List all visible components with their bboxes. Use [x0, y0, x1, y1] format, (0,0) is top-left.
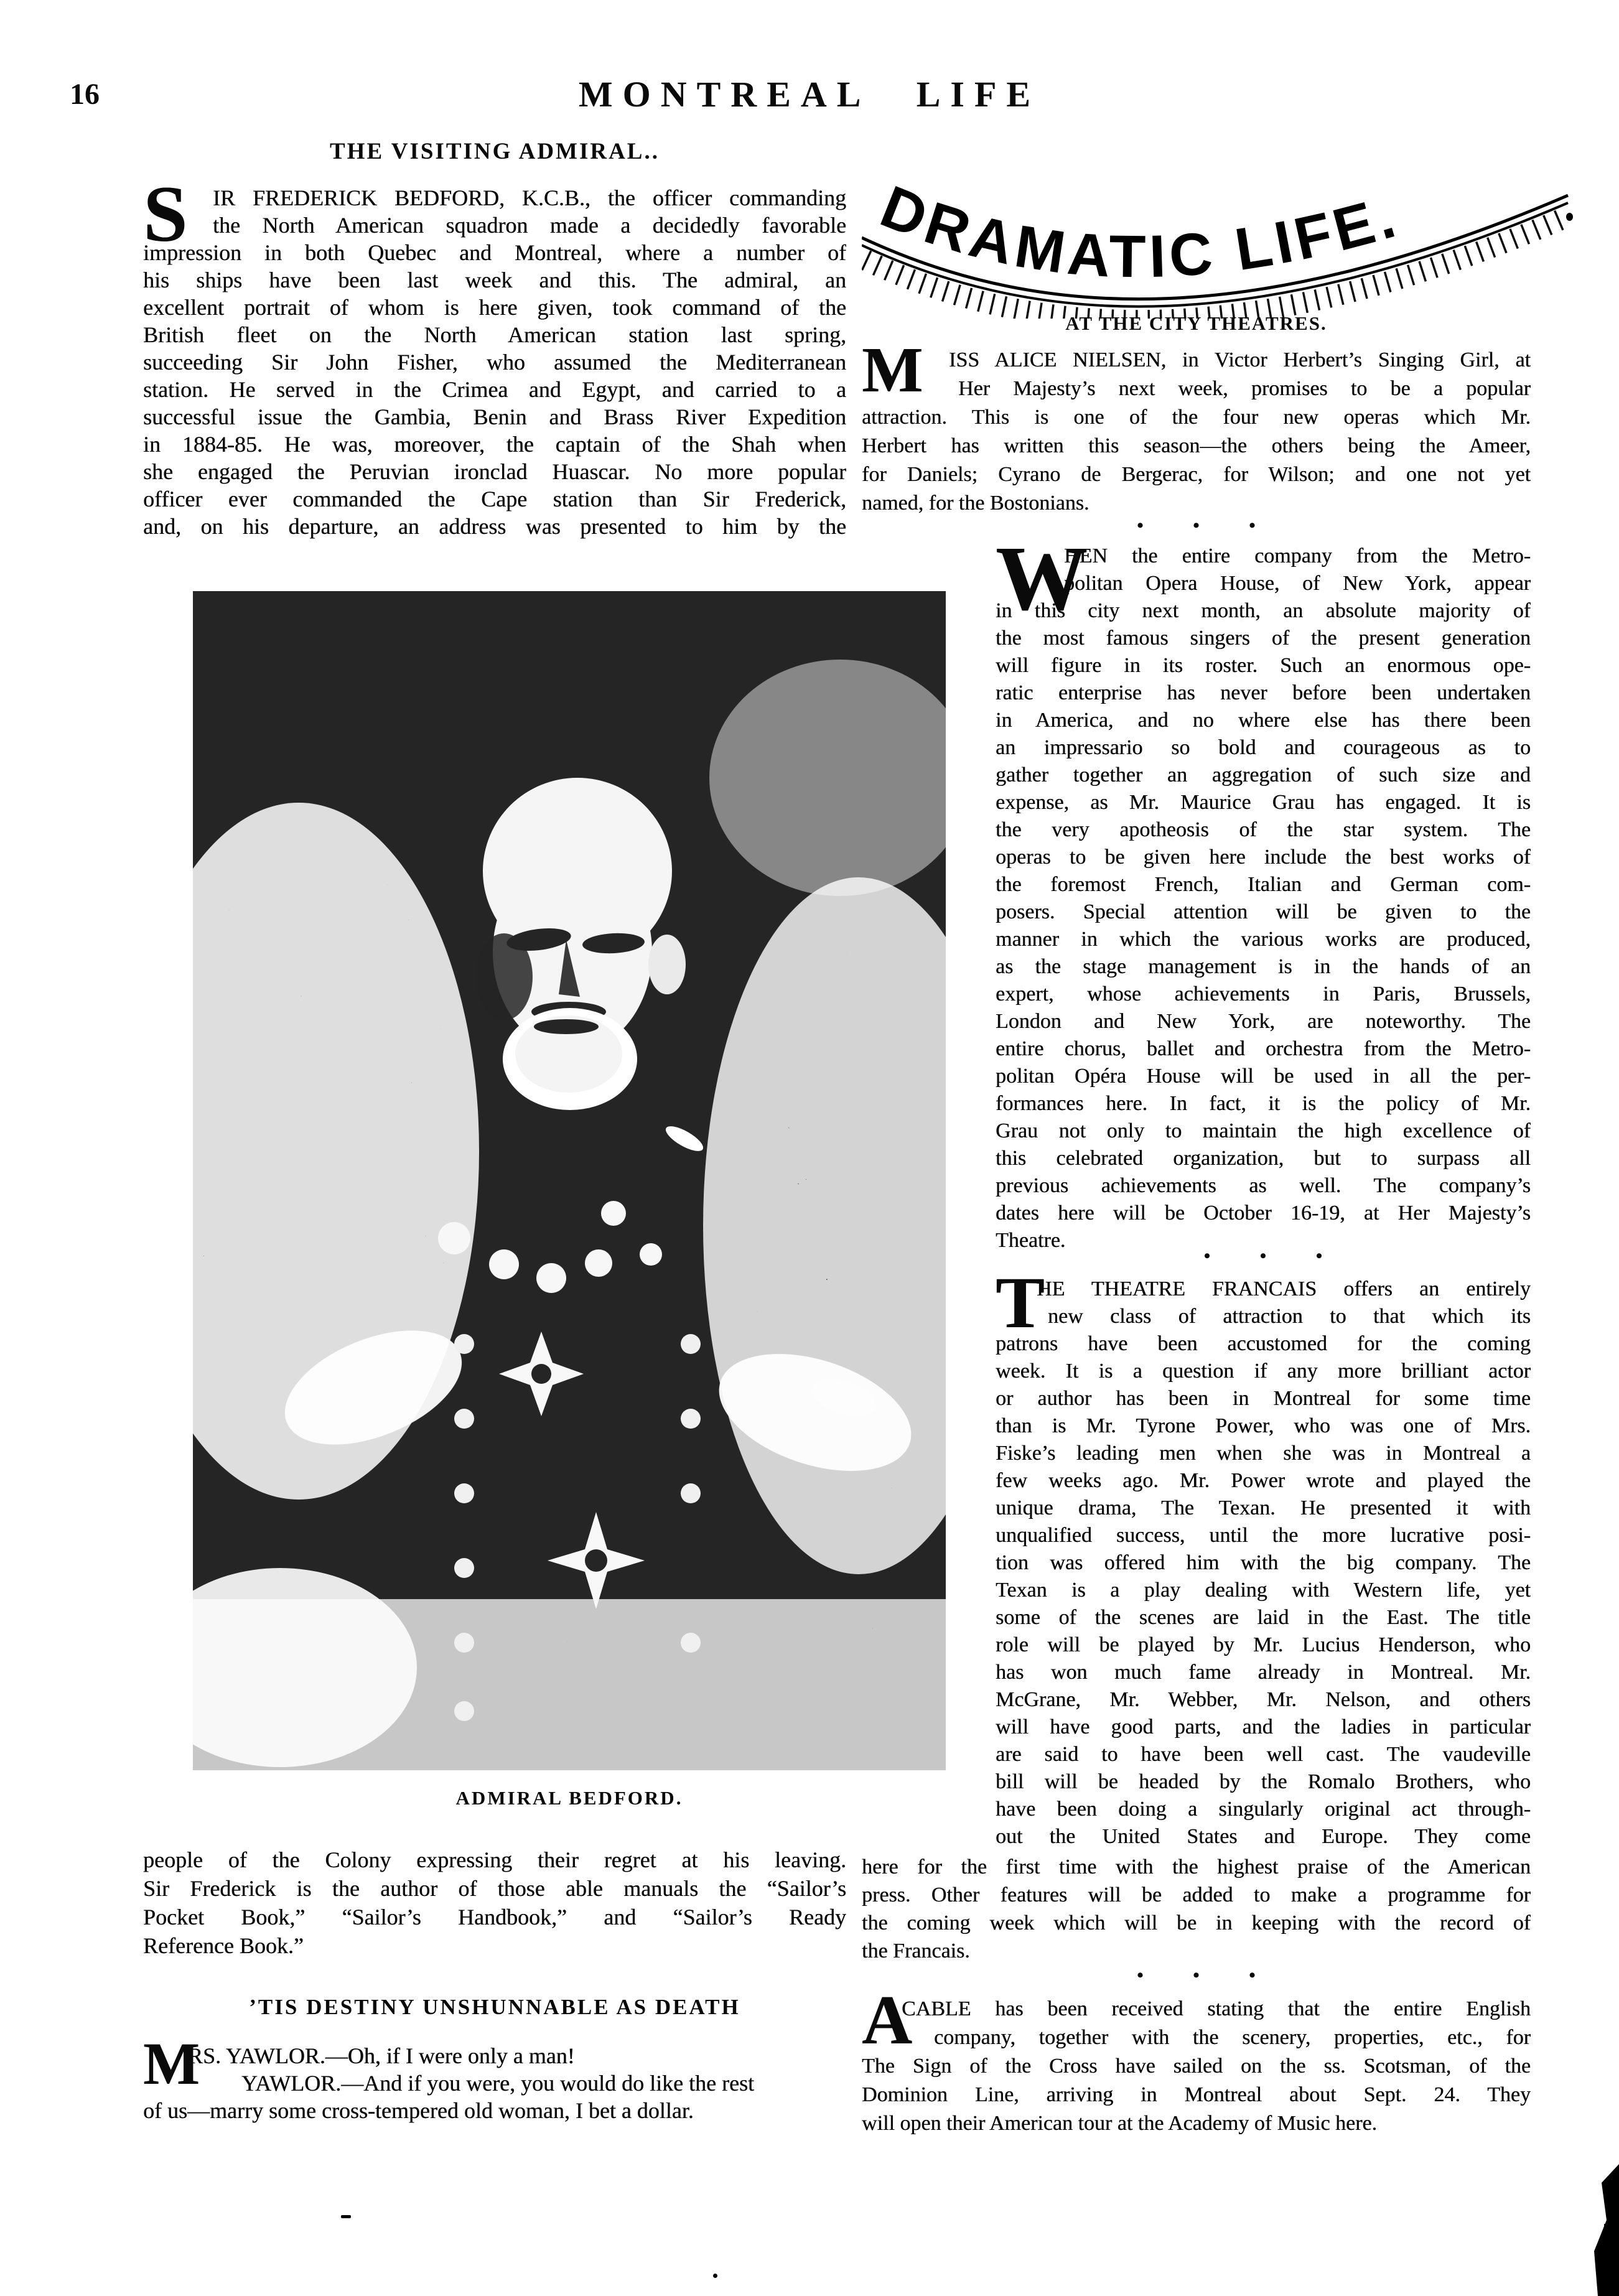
- dropcap-letter: W: [996, 528, 1088, 630]
- text-line: officer ever commanded the Cape station than Sir Frederick,: [143, 487, 846, 511]
- masthead-title: MONTREAL LIFE: [578, 74, 1041, 114]
- text-line: previous achievements as well. The company’s: [996, 1174, 1531, 1197]
- text-line: ratic enterprise has never before been undertaken: [996, 681, 1531, 704]
- text-line: British fleet on the North American station last spring,: [143, 322, 846, 347]
- text-line: Theatre.: [996, 1229, 1066, 1252]
- text-line: have been doing a singularly original act through-: [996, 1798, 1531, 1821]
- text-line: tion was offered him with the big company. The: [996, 1551, 1531, 1574]
- text-line: McGrane, Mr. Webber, Mr. Nelson, and others: [996, 1688, 1531, 1711]
- text-line: will figure in its roster. Such an enormous ope-: [996, 654, 1531, 677]
- text-line: successful issue the Gambia, Benin and Brass River Expedition: [143, 404, 846, 429]
- text-line: attraction. This is one of the four new operas which Mr.: [862, 406, 1531, 429]
- text-line: politan Opera House, of New York, appear: [1064, 572, 1531, 595]
- text-line: expense, as Mr. Maurice Grau has engaged. It is: [996, 791, 1531, 814]
- text-line: people of the Colony expressing their regret at his leaving.: [143, 1847, 846, 1872]
- text-line: press. Other features will be added to make a programme for: [862, 1883, 1531, 1906]
- text-line: HE THEATRE FRANCAIS offers an entirely: [1037, 1277, 1531, 1300]
- text-line: week. It is a question if any more brilliant actor: [996, 1360, 1531, 1383]
- text-line: company, together with the scenery, properties, etc., for: [934, 2026, 1531, 2049]
- article-heading-tis-destiny: ’TIS DESTINY UNSHUNNABLE AS DEATH: [249, 1995, 740, 2019]
- text-line: the coming week which will be in keeping with the record of: [862, 1911, 1531, 1934]
- text-line: will have good parts, and the ladies in particular: [996, 1715, 1531, 1738]
- text-line: some of the scenes are laid in the East. The title: [996, 1606, 1531, 1629]
- text-line: and, on his departure, an address was presented to him by the: [143, 514, 846, 539]
- text-line: of us—marry some cross-tempered old woman, I bet a dollar.: [143, 2098, 694, 2123]
- text-line: gather together an aggregation of such size and: [996, 763, 1531, 786]
- subheading-city-theatres: AT THE CITY THEATRES.: [1065, 312, 1327, 334]
- text-line: Pocket Book,” “Sailor’s Handbook,” and “Sailor’s Ready: [143, 1905, 846, 1930]
- text-line: as the stage management is in the hands of an: [996, 955, 1531, 978]
- text-line: named, for the Bostonians.: [862, 492, 1089, 515]
- paragraph-theatre-francais: [996, 1262, 1531, 1850]
- text-line: unqualified success, until the more lucrative posi-: [996, 1524, 1531, 1547]
- dropcap-letter: M: [143, 2030, 200, 2097]
- article-visiting-admiral-continued: [143, 1846, 846, 1960]
- dropcap-letter: A: [862, 1982, 912, 2059]
- text-line: will open their American tour at the Academy of Music here.: [862, 2112, 1378, 2135]
- dropcap-letter: M: [862, 334, 923, 406]
- text-line: IR FREDERICK BEDFORD, K.C.B., the officer commanding: [213, 185, 846, 210]
- text-line: excellent portrait of whom is here given, took command of the: [143, 295, 846, 320]
- text-line: in this city next month, an absolute majority of: [996, 599, 1531, 622]
- page-number: 16: [70, 78, 100, 111]
- text-line: entire chorus, ballet and orchestra from the Metro-: [996, 1037, 1531, 1060]
- text-line: Herbert has written this season—the others being the Ameer,: [862, 434, 1531, 457]
- text-line: impression in both Quebec and Montreal, where a number of: [143, 240, 846, 265]
- text-line: HEN the entire company from the Metro-: [1064, 544, 1531, 567]
- text-line: this celebrated organization, but to surpass all: [996, 1147, 1531, 1170]
- article-tis-destiny: [143, 2030, 846, 2124]
- text-line: Her Majesty’s next week, promises to be a popular: [958, 377, 1531, 400]
- text-line: or author has been in Montreal for some time: [996, 1387, 1531, 1410]
- text-line: for Daniels; Cyrano de Bergerac, for Wilson; and one not yet: [862, 463, 1531, 486]
- text-line: Grau not only to maintain the high excellence of: [996, 1119, 1531, 1142]
- text-line: London and New York, are noteworthy. The: [996, 1010, 1531, 1033]
- section-banner-dramatic-life: [862, 144, 1571, 319]
- section-divider-dots: • • •: [1137, 515, 1256, 536]
- text-line: operas to be given here include the best works of: [996, 846, 1531, 869]
- text-line: patrons have been accustomed for the coming: [996, 1332, 1531, 1355]
- dramatic-life-banner-art: [862, 144, 1571, 319]
- text-line: she engaged the Peruvian ironclad Huascar. No more popular: [143, 459, 846, 484]
- text-line: Fiske’s leading men when she was in Montreal a: [996, 1442, 1531, 1465]
- text-line: the very apotheosis of the star system. The: [996, 818, 1531, 841]
- text-line: Texan is a play dealing with Western life, yet: [996, 1579, 1531, 1602]
- text-line: bill will be headed by the Romalo Brothers, who: [996, 1770, 1531, 1793]
- ink-speck: [1566, 213, 1573, 221]
- text-line: out the United States and Europe. They come: [996, 1825, 1531, 1848]
- paragraph-theatre-francais-continued: [862, 1853, 1531, 1965]
- ink-speck: [341, 2215, 351, 2218]
- banner-title-text: DRAMATIC LIFE.: [872, 173, 1406, 291]
- text-line: than is Mr. Tyrone Power, who was one of Mrs.: [996, 1414, 1531, 1437]
- text-line: RS. YAWLOR.—Oh, if I were only a man!: [188, 2043, 575, 2068]
- text-line: posers. Special attention will be given to the: [996, 900, 1531, 923]
- text-line: new class of attraction to that which its: [1048, 1305, 1531, 1328]
- ink-smudge: [1585, 2164, 1619, 2296]
- text-line: in America, and no where else has there been: [996, 709, 1531, 732]
- text-line: the most famous singers of the present generation: [996, 627, 1531, 650]
- text-line: Dominion Line, arriving in Montreal about Sept. 24. They: [862, 2083, 1531, 2106]
- photo-caption: ADMIRAL BEDFORD.: [455, 1787, 683, 1809]
- section-divider-dots: • • •: [1203, 1246, 1323, 1266]
- text-line: here for the first time with the highest praise of the American: [862, 1855, 1531, 1878]
- text-line: few weeks ago. Mr. Power wrote and played the: [996, 1469, 1531, 1492]
- article-heading-visiting-admiral: THE VISITING ADMIRAL..: [330, 139, 660, 164]
- dropcap-letter: S: [143, 170, 188, 258]
- text-line: role will be played by Mr. Lucius Henderson, who: [996, 1633, 1531, 1656]
- text-line: The Sign of the Cross have sailed on the ss. Scotsman, of the: [862, 2055, 1531, 2078]
- paragraph-nielsen: [862, 334, 1531, 518]
- halftone-portrait-image: [193, 591, 946, 1770]
- text-line: an impressario so bold and courageous as to: [996, 736, 1531, 759]
- text-line: Sir Frederick is the author of those able manuals the “Sailor’s: [143, 1876, 846, 1901]
- text-line: manner in which the various works are produced,: [996, 928, 1531, 951]
- text-line: has won much fame already in Montreal. Mr.: [996, 1661, 1531, 1684]
- text-line: YAWLOR.—And if you were, you would do like the rest: [241, 2071, 754, 2096]
- text-line: unique drama, The Texan. He presented it with: [996, 1496, 1531, 1519]
- text-line: dates here will be October 16-19, at Her Majesty’s: [996, 1202, 1531, 1225]
- text-line: in 1884-85. He was, moreover, the captain of the Shah when: [143, 432, 846, 457]
- dropcap-letter: T: [996, 1262, 1045, 1343]
- text-line: expert, whose achievements in Paris, Brussels,: [996, 982, 1531, 1006]
- paragraph-metropolitan-opera: [996, 528, 1531, 1254]
- text-line: formances here. In fact, it is the policy of Mr.: [996, 1092, 1531, 1115]
- text-line: politan Opéra House will be used in all the per-: [996, 1065, 1531, 1088]
- text-line: station. He served in the Crimea and Egypt, and carried to a: [143, 377, 846, 402]
- article-visiting-admiral: [143, 170, 846, 540]
- text-line: succeeding Sir John Fisher, who assumed the Mediterranean: [143, 350, 846, 375]
- section-divider-dots: • • •: [1137, 1965, 1256, 1986]
- ink-speck: [713, 2274, 717, 2278]
- text-line: his ships have been last week and this. The admiral, an: [143, 268, 846, 292]
- text-line: CABLE has been received stating that the entire English: [902, 1997, 1531, 2020]
- text-line: the foremost French, Italian and German com-: [996, 873, 1531, 896]
- text-line: the North American squadron made a decidedly favorable: [213, 213, 846, 238]
- admiral-portrait-photo: [193, 591, 946, 1770]
- text-line: Reference Book.”: [143, 1933, 304, 1958]
- paragraph-cable: [862, 1982, 1531, 2138]
- text-line: the Francais.: [862, 1939, 970, 1962]
- text-line: are said to have been well cast. The vaudeville: [996, 1743, 1531, 1766]
- text-line: ISS ALICE NIELSEN, in Victor Herbert’s Singing Girl, at: [949, 348, 1531, 371]
